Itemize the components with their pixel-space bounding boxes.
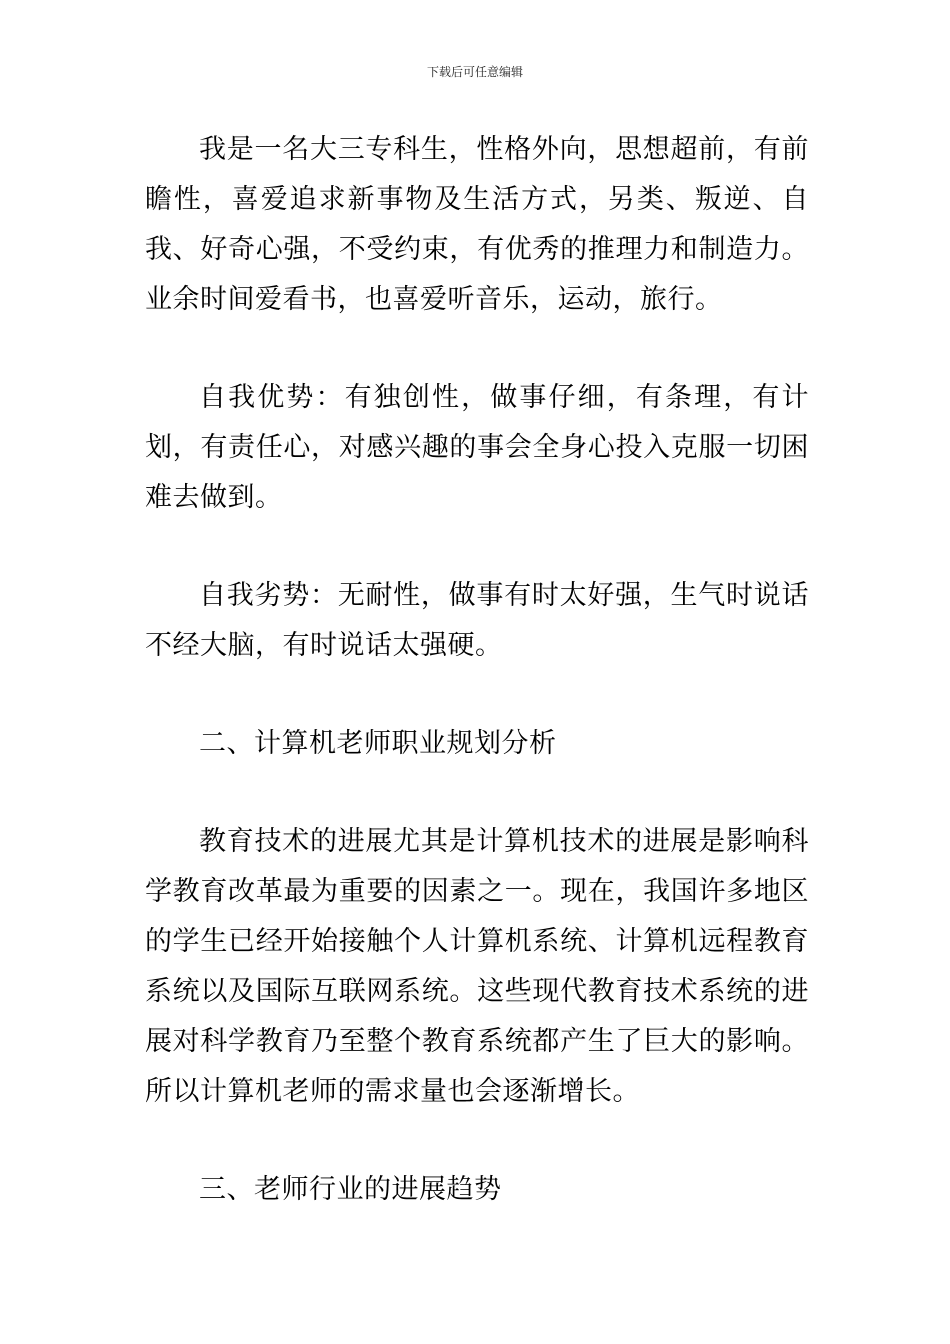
paragraph-gap xyxy=(145,769,809,817)
paragraph-career-analysis: 教育技术的进展尤其是计算机技术的进展是影响科学教育改革最为重要的因素之一。现在，我国许多地区的学生已经开始接触个人计算机系统、计算机远程教育系统以及国际互联网系统。这些现代教育技术系统的进展对科学教育乃至整个教育系统都产生了巨大的影响。所以计算机老师的需求量也会逐渐增长。 xyxy=(145,826,809,1107)
section-heading-3: 三、老师行业的进展趋势 xyxy=(199,1174,502,1205)
paragraph-gap xyxy=(145,325,809,373)
paragraph-weaknesses: 自我劣势：无耐性，做事有时太好强，生气时说话不经大脑，有时说话太强硬。 xyxy=(145,580,809,661)
page-header-note: 下载后可任意编辑 xyxy=(426,65,523,79)
paragraph-gap xyxy=(145,671,809,719)
section-heading-2: 二、计算机老师职业规划分析 xyxy=(199,728,557,759)
paragraph-strengths: 自我优势：有独创性，做事仔细，有条理，有计划，有责任心，对感兴趣的事会全身心投入克服一切困难去做到。 xyxy=(145,382,809,513)
paragraph-gap xyxy=(145,523,809,571)
paragraph-self-intro: 我是一名大三专科生，性格外向，思想超前，有前瞻性，喜爱追求新事物及生活方式，另类、叛逆、自我、好奇心强，不受约束，有优秀的推理力和制造力。业余时间爱看书，也喜爱听音乐，运动，旅行。 xyxy=(145,134,809,315)
document-body xyxy=(145,125,809,1215)
paragraph-gap xyxy=(145,1117,809,1165)
